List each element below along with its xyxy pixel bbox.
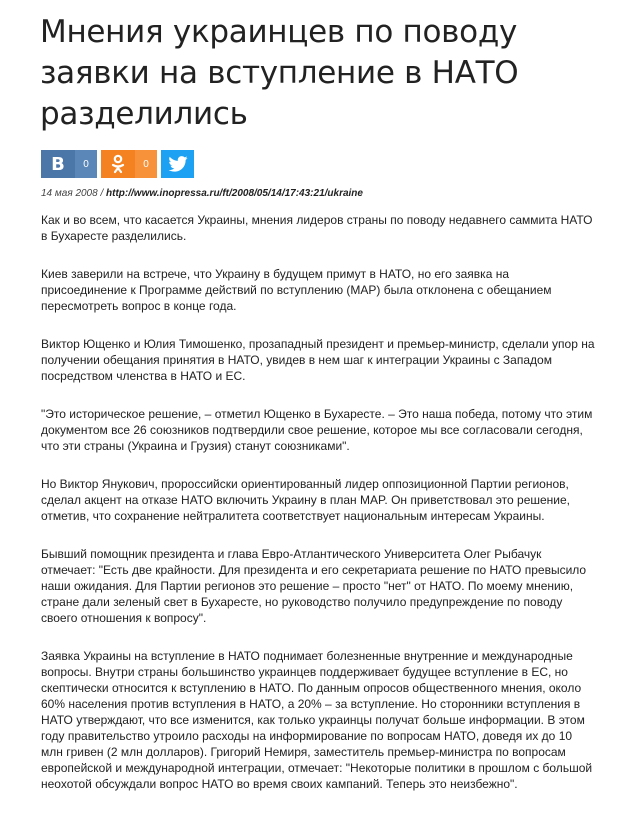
paragraph-1: Как и во всем, что касается Украины, мнения лидеров страны по поводу недавнего саммита НАТО в Бухаресте разделились. [41, 213, 593, 243]
odnoklassniki-icon [101, 150, 135, 178]
article-title: Мнения украинцев по поводу заявки на вступление в НАТО разделились [40, 14, 519, 132]
paragraph-5: Но Виктор Янукович, пророссийски ориентированный лидер оппозиционной Партии регионов, сделал акцент на отказе НАТО включить Украину в план MAP. Он приветствовал это решение, отметив, что сохранение нейтралитета соответствует национальным интересам Украины. [41, 477, 571, 523]
twitter-bird-icon [168, 156, 188, 172]
source-link[interactable]: http://www.inopressa.ru/ft/2008/05/14/17:43:21/ukraine [106, 188, 363, 199]
odnoklassniki-share-count: 0 [135, 150, 157, 178]
paragraph-2: Киев заверили на встрече, что Украину в будущем примут в НАТО, но его заявка на присоединение к Программе действий по вступлению (MAP) была отклонена с обещанием пересмотреть вопрос в конце года. [41, 267, 552, 313]
article-meta [41, 188, 363, 199]
meta-separator: / [100, 188, 104, 199]
share-bar [41, 150, 198, 178]
publish-date: 14 мая 2008 [41, 188, 98, 199]
paragraph-3: Виктор Ющенко и Юлия Тимошенко, прозападный президент и премьер-министр, сделали упор на получении обещания принятия в НАТО, увидев в нем шаг к интеграции Украины с Западом посредством членства в НАТО и ЕС. [41, 337, 595, 383]
paragraph-7: Заявка Украины на вступление в НАТО поднимает болезненные внутренние и международные вопросы. Внутри страны большинство украинцев поддерживает будущее вступление в ЕС, но скептически относится к вступлению в НАТО. По данным опросов общественного мнения, около 60% населения против вступления в НАТО, а 20% – за вступление. Но сторонники вступления в НАТО утверждают, что все изменится, как только украинцы получат больше информации. В этом году правительство утроило расходы на информирование по вопросам НАТО, доведя их до 10 млн гривен (2 млн долларов). Григорий Немиря, заместитель премьер-министра по вопросам европейской и международной интеграции, отмечает: "Некоторые политики в прошлом с большой неохотой обсуждали вопрос НАТО во время своих кампаний. Теперь это неизбежно". [41, 649, 593, 791]
odnoklassniki-share-button[interactable] [101, 150, 157, 178]
vk-share-count: 0 [75, 150, 97, 178]
paragraph-4: "Это историческое решение, – отметил Ющенко в Бухаресте. – Это наша победа, потому что этим документом все 26 союзников подтвердили свое решение, которое мы все согласовали сегодня, что эти страны (Украина и Грузия) станут союзниками". [41, 407, 593, 453]
vk-icon: В [41, 150, 75, 178]
twitter-share-button[interactable] [161, 150, 194, 178]
vk-share-button[interactable] [41, 150, 97, 178]
article-body [41, 212, 597, 814]
paragraph-6: Бывший помощник президента и глава Евро-Атлантического Университета Олег Рыбачук отмечает: "Есть две крайности. Для президента и его секретариата решение по НАТО превысило наши ожидания. Для Партии регионов это решение – просто "нет" от НАТО. По моему мнению, стране дали зеленый свет в Бухаресте, но руководство получило предупреждение по поводу своего отношения к вопросу". [41, 547, 587, 625]
